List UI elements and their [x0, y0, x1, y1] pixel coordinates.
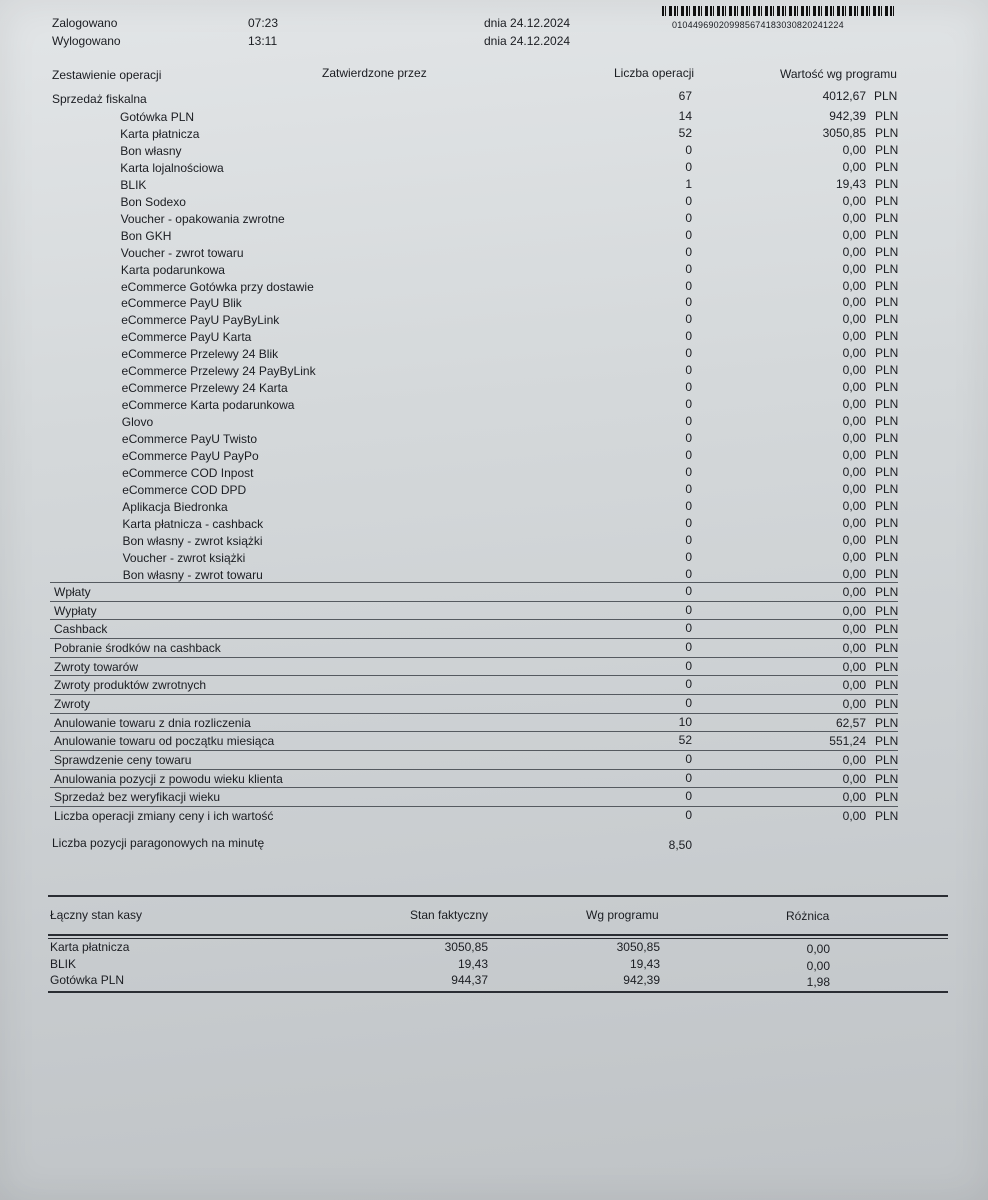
- fiscal-item-value: 942,39: [829, 109, 866, 123]
- fiscal-item-label: Bon własny - zwrot towaru: [122, 567, 263, 582]
- fiscal-item-label: Bon własny: [120, 143, 182, 158]
- fiscal-item-currency: PLN: [875, 261, 899, 276]
- operation-count: 0: [685, 789, 692, 804]
- login-date: dnia 24.12.2024: [484, 16, 571, 30]
- fiscal-item-value: 0,00: [842, 210, 866, 225]
- fiscal-item-value: 0,00: [842, 142, 866, 157]
- operation-currency: PLN: [875, 603, 899, 618]
- operation-value: 0,00: [842, 640, 866, 655]
- fiscal-item-count: 0: [685, 566, 692, 581]
- fiscal-item-count: 14: [678, 109, 692, 123]
- fiscal-item-count: 0: [685, 481, 692, 496]
- operation-count: 0: [685, 751, 692, 766]
- fiscal-item-currency: PLN: [875, 125, 899, 140]
- operation-value: 0,00: [842, 790, 866, 805]
- cash-row-label: BLIK: [50, 956, 77, 971]
- cash-table-top-rule: [48, 895, 948, 897]
- operation-label: Zwroty produktów zwrotnych: [54, 678, 207, 693]
- fiscal-item-value: 0,00: [842, 278, 866, 293]
- col-count-heading: Liczba operacji: [614, 66, 695, 80]
- row-separator: [50, 694, 898, 695]
- fiscal-item-label: eCommerce PayU PayByLink: [121, 313, 280, 328]
- fiscal-item-currency: PLN: [875, 244, 899, 259]
- fiscal-item-label: eCommerce Gotówka przy dostawie: [121, 279, 314, 294]
- col-approved-heading: Zatwierdzone przez: [322, 66, 427, 80]
- fiscal-item-value: 0,00: [842, 566, 866, 581]
- fiscal-item-label: eCommerce PayU PayPo: [122, 449, 259, 463]
- operation-label: Zwroty towarów: [54, 659, 139, 674]
- fiscal-item-label: Bon GKH: [120, 228, 172, 243]
- fiscal-item-count: 0: [685, 498, 692, 513]
- operation-currency: PLN: [875, 771, 899, 786]
- row-separator: [50, 675, 898, 676]
- fiscal-sale-currency: PLN: [874, 89, 898, 103]
- fiscal-item-count: 0: [685, 380, 692, 395]
- fiscal-item-value: 0,00: [842, 380, 866, 395]
- operation-label: Wpłaty: [54, 585, 91, 599]
- fiscal-item-count: 0: [685, 515, 692, 530]
- fiscal-item-label: Karta płatnicza - cashback: [122, 516, 264, 531]
- fiscal-sale-count: 67: [678, 89, 692, 103]
- fiscal-item-currency: PLN: [875, 193, 899, 208]
- fiscal-item-count: 0: [685, 244, 692, 259]
- fiscal-item-value: 0,00: [842, 498, 866, 513]
- fiscal-item-label: Bon Sodexo: [120, 194, 186, 209]
- fiscal-item-count: 0: [685, 464, 692, 479]
- operation-count: 0: [685, 584, 692, 598]
- operation-value: 551,24: [829, 734, 866, 749]
- operation-count: 52: [678, 733, 692, 748]
- fiscal-item-currency: PLN: [875, 278, 899, 293]
- operation-value: 0,00: [842, 585, 866, 599]
- cash-row-diff: 0,00: [806, 942, 830, 956]
- fiscal-item-currency: PLN: [875, 464, 899, 479]
- fiscal-item-count: 0: [685, 261, 692, 276]
- fiscal-item-currency: PLN: [875, 227, 899, 242]
- operation-label: Cashback: [54, 622, 108, 637]
- fiscal-item-currency: PLN: [875, 448, 899, 462]
- fiscal-item-value: 0,00: [842, 397, 866, 412]
- fiscal-item-count: 0: [685, 532, 692, 547]
- operation-value: 0,00: [842, 771, 866, 786]
- login-time: 07:23: [248, 16, 279, 30]
- fiscal-item-count: 0: [685, 278, 692, 293]
- logout-date: dnia 24.12.2024: [484, 34, 571, 48]
- fiscal-item-value: 0,00: [842, 464, 866, 479]
- operation-currency: PLN: [875, 640, 899, 655]
- operation-value: 0,00: [842, 622, 866, 637]
- fiscal-item-currency: PLN: [875, 431, 899, 446]
- fiscal-item-label: eCommerce COD DPD: [122, 482, 247, 497]
- per-minute-label: Liczba pozycji paragonowych na minutę: [52, 836, 265, 850]
- fiscal-item-currency: PLN: [875, 363, 899, 378]
- fiscal-item-currency: PLN: [875, 532, 899, 547]
- fiscal-item-currency: PLN: [875, 498, 899, 513]
- cash-row-diff: 1,98: [806, 975, 830, 989]
- row-separator: [50, 619, 898, 620]
- fiscal-item-count: 0: [685, 312, 692, 327]
- operation-count: 10: [678, 714, 692, 729]
- fiscal-item-currency: PLN: [875, 210, 899, 225]
- cash-col-actual: Stan faktyczny: [410, 908, 489, 922]
- fiscal-item-value: 0,00: [842, 515, 866, 530]
- operation-count: 0: [685, 658, 692, 673]
- operation-count: 0: [685, 602, 692, 617]
- operation-value: 0,00: [842, 678, 866, 693]
- operation-currency: PLN: [875, 678, 899, 693]
- operation-count: 0: [685, 639, 692, 654]
- fiscal-item-label: Karta płatnicza: [120, 126, 200, 141]
- operation-currency: PLN: [875, 696, 899, 711]
- fiscal-item-currency: PLN: [875, 346, 899, 361]
- fiscal-item-count: 0: [685, 193, 692, 208]
- fiscal-item-count: 0: [685, 210, 692, 225]
- cash-col-diff: Różnica: [786, 909, 830, 923]
- fiscal-item-count: 0: [685, 159, 692, 174]
- operation-label: Anulowania pozycji z powodu wieku klienta: [54, 771, 283, 786]
- fiscal-item-label: eCommerce Przelewy 24 Blik: [121, 347, 279, 362]
- fiscal-item-currency: PLN: [875, 109, 899, 123]
- logout-time: 13:11: [248, 34, 278, 48]
- fiscal-item-count: 0: [685, 414, 692, 429]
- fiscal-item-value: 0,00: [842, 431, 866, 446]
- operation-currency: PLN: [875, 790, 899, 805]
- operation-label: Wypłaty: [54, 603, 97, 618]
- operation-count: 0: [685, 621, 692, 636]
- fiscal-item-currency: PLN: [875, 380, 899, 395]
- fiscal-item-label: eCommerce Karta podarunkowa: [121, 398, 295, 413]
- fiscal-item-label: Gotówka PLN: [120, 110, 195, 124]
- per-minute-value: 8,50: [668, 838, 692, 852]
- row-separator: [50, 638, 898, 639]
- cash-row-actual: 3050,85: [444, 940, 488, 954]
- fiscal-item-label: eCommerce PayU Twisto: [121, 432, 258, 447]
- col-summary-heading: Zestawienie operacji: [52, 68, 162, 82]
- cash-col-label: Łączny stan kasy: [50, 908, 143, 922]
- cash-row-actual: 944,37: [451, 973, 488, 987]
- fiscal-item-count: 0: [685, 346, 692, 361]
- fiscal-item-value: 0,00: [842, 329, 866, 344]
- cash-row-program: 942,39: [623, 973, 660, 987]
- cash-col-program: Wg programu: [586, 908, 659, 922]
- fiscal-item-count: 0: [685, 142, 692, 157]
- row-separator: [50, 806, 898, 807]
- operation-label: Pobranie środków na cashback: [54, 640, 221, 655]
- fiscal-item-value: 0,00: [842, 481, 866, 496]
- row-separator: [50, 769, 898, 770]
- fiscal-item-count: 0: [685, 227, 692, 242]
- operation-count: 0: [685, 695, 692, 710]
- operation-label: Sprzedaż bez weryfikacji wieku: [54, 790, 221, 805]
- row-separator: [50, 750, 898, 751]
- fiscal-item-label: Karta podarunkowa: [120, 262, 225, 277]
- operation-value: 0,00: [842, 659, 866, 674]
- fiscal-item-currency: PLN: [875, 515, 899, 530]
- fiscal-item-count: 0: [685, 448, 692, 462]
- fiscal-item-count: 0: [685, 329, 692, 344]
- fiscal-item-value: 3050,85: [822, 125, 866, 140]
- fiscal-item-label: eCommerce Przelewy 24 Karta: [121, 381, 288, 396]
- fiscal-item-currency: PLN: [875, 549, 899, 564]
- row-separator: [50, 787, 898, 788]
- cash-table-header-rule-2: [48, 938, 948, 939]
- fiscal-item-label: Voucher - opakowania zwrotne: [120, 211, 285, 226]
- barcode: [662, 6, 896, 16]
- fiscal-item-value: 19,43: [835, 176, 866, 191]
- fiscal-sale-label: Sprzedaż fiskalna: [52, 92, 147, 106]
- cash-table-bottom-rule: [48, 991, 948, 993]
- fiscal-item-label: Karta lojalnościowa: [120, 160, 224, 175]
- operation-currency: PLN: [875, 808, 899, 823]
- fiscal-item-value: 0,00: [842, 193, 866, 208]
- fiscal-item-count: 0: [685, 431, 692, 446]
- operation-label: Zwroty: [54, 696, 90, 711]
- fiscal-item-value: 0,00: [842, 414, 866, 429]
- operation-currency: PLN: [875, 622, 899, 637]
- cash-table-header-rule: [48, 934, 948, 936]
- fiscal-item-label: eCommerce Przelewy 24 PayByLink: [121, 364, 316, 379]
- fiscal-item-count: 1: [685, 176, 692, 191]
- operation-value: 0,00: [842, 808, 866, 823]
- fiscal-item-label: Aplikacja Biedronka: [122, 499, 228, 514]
- fiscal-item-label: Glovo: [121, 415, 154, 430]
- fiscal-item-label: Voucher - zwrot książki: [122, 550, 246, 565]
- fiscal-item-label: eCommerce PayU Blik: [121, 296, 242, 311]
- fiscal-item-currency: PLN: [875, 329, 899, 344]
- fiscal-item-count: 52: [678, 125, 692, 140]
- fiscal-item-currency: PLN: [875, 176, 899, 191]
- row-separator: [50, 601, 898, 602]
- fiscal-item-label: eCommerce PayU Karta: [121, 330, 252, 345]
- fiscal-item-value: 0,00: [842, 295, 866, 310]
- operation-value: 0,00: [842, 603, 866, 618]
- fiscal-item-value: 0,00: [842, 448, 866, 462]
- operation-label: Sprawdzenie ceny towaru: [54, 752, 192, 767]
- cash-row-diff: 0,00: [806, 958, 830, 973]
- operation-count: 0: [685, 677, 692, 692]
- fiscal-item-count: 0: [685, 397, 692, 412]
- fiscal-item-value: 0,00: [842, 227, 866, 242]
- fiscal-item-currency: PLN: [875, 566, 899, 581]
- cash-row-label: Gotówka PLN: [50, 973, 125, 987]
- operation-currency: PLN: [875, 585, 899, 599]
- row-separator: [50, 731, 898, 732]
- fiscal-item-currency: PLN: [875, 159, 899, 174]
- operation-label: Anulowanie towaru z dnia rozliczenia: [54, 715, 251, 730]
- fiscal-item-value: 0,00: [842, 261, 866, 276]
- operation-count: 0: [685, 807, 692, 822]
- fiscal-item-value: 0,00: [842, 549, 866, 564]
- operation-value: 0,00: [842, 696, 866, 711]
- operation-currency: PLN: [875, 715, 899, 730]
- row-separator: [50, 657, 898, 658]
- col-value-heading: Wartość wg programu: [780, 67, 897, 81]
- barcode-number: 010449690209985674183030820241224: [672, 20, 844, 30]
- fiscal-item-label: BLIK: [120, 177, 147, 192]
- cash-row-program: 19,43: [629, 956, 660, 971]
- operation-currency: PLN: [875, 659, 899, 674]
- fiscal-item-currency: PLN: [875, 312, 899, 327]
- operation-currency: PLN: [875, 734, 899, 749]
- fiscal-item-count: 0: [685, 363, 692, 378]
- operation-label: Liczba operacji zmiany ceny i ich wartość: [54, 808, 274, 823]
- fiscal-item-label: eCommerce COD Inpost: [122, 465, 254, 480]
- cash-row-program: 3050,85: [616, 940, 660, 954]
- fiscal-sale-value: 4012,67: [822, 89, 866, 103]
- operation-value: 62,57: [835, 715, 866, 730]
- fiscal-item-currency: PLN: [875, 142, 899, 157]
- fiscal-item-count: 0: [685, 549, 692, 564]
- fiscal-item-label: Voucher - zwrot towaru: [120, 245, 244, 260]
- fiscal-item-currency: PLN: [875, 397, 899, 412]
- fiscal-item-value: 0,00: [842, 532, 866, 547]
- fiscal-item-value: 0,00: [842, 363, 866, 378]
- fiscal-item-value: 0,00: [842, 244, 866, 259]
- row-separator: [50, 713, 898, 714]
- login-label: Zalogowano: [52, 16, 118, 30]
- fiscal-item-count: 0: [685, 295, 692, 310]
- operation-currency: PLN: [875, 752, 899, 767]
- fiscal-item-currency: PLN: [875, 295, 899, 310]
- fiscal-item-value: 0,00: [842, 346, 866, 361]
- fiscal-item-currency: PLN: [875, 481, 899, 496]
- logout-label: Wylogowano: [52, 34, 121, 48]
- cash-row-actual: 19,43: [457, 956, 488, 971]
- operation-label: Anulowanie towaru od początku miesiąca: [54, 734, 275, 749]
- fiscal-item-currency: PLN: [875, 414, 899, 429]
- cash-row-label: Karta płatnicza: [50, 940, 130, 954]
- fiscal-item-value: 0,00: [842, 312, 866, 327]
- fiscal-item-label: Bon własny - zwrot książki: [122, 533, 263, 548]
- operation-count: 0: [685, 770, 692, 785]
- row-separator: [50, 582, 898, 583]
- operation-value: 0,00: [842, 752, 866, 767]
- fiscal-item-value: 0,00: [842, 159, 866, 174]
